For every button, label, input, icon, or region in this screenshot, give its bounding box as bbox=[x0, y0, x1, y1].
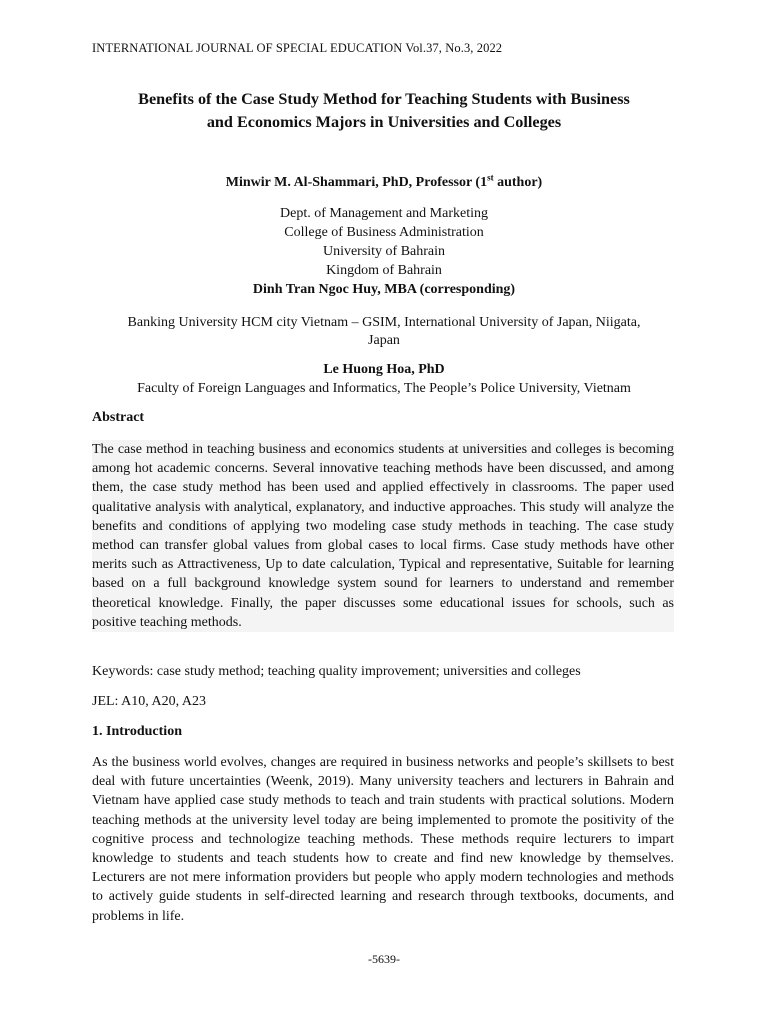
paper-title bbox=[60, 88, 708, 134]
author-1-department: Dept. of Management and Marketing bbox=[280, 206, 488, 221]
running-header: INTERNATIONAL JOURNAL OF SPECIAL EDUCATION Vol.37, No.3, 2022 bbox=[92, 41, 503, 55]
abstract-text: The case method in teaching business and economics students at universities and colleges is becoming among hot academic concerns. Several innovative teaching methods have been discussed, and among them, the case study method has been used and applied effectively in classrooms. The paper used qualitative analysis with analytical, explanatory, and inductive approaches. This study will analyze the benefits and conditions of applying two modeling case study methods in teaching. The case study method can transfer global values from global cases to local firms. Case study methods have other merits such as Attractiveness, Up to date calculation, Typical and representative, Suitable for learning based on a full background knowledge system sound for learners to understand and remember theoretical knowledge. Finally, the paper discusses some educational issues for schools, such as positive teaching methods. bbox=[92, 440, 674, 632]
jel-codes: JEL: A10, A20, A23 bbox=[92, 694, 206, 709]
author-3-affiliation: Faculty of Foreign Languages and Informatics, The People’s Police University, Vietnam bbox=[137, 381, 631, 396]
author-1-name: Minwir M. Al-Shammari, PhD, Professor (1st author) bbox=[225, 172, 543, 190]
paper-title-line-2: and Economics Majors in Universities and Colleges bbox=[206, 113, 562, 131]
abstract-heading: Abstract bbox=[92, 410, 145, 425]
paper-title-line-1: Benefits of the Case Study Method for Teaching Students with Business bbox=[138, 90, 630, 108]
page-number: -5639- bbox=[368, 952, 400, 966]
introduction-text: As the business world evolves, changes are required in business networks and people’s skillsets to best deal with future uncertainties (Weenk, 2019). Many university teachers and lecturers in Bahrain and Vietnam have applied case study methods to teach and train students with practical solutions. Modern teaching methods at the university level today are being implemented to promote the positivity of the cognitive process and technologize teaching methods. These methods require lecturers to impart knowledge to students and teach students how to create and find new knowledge by themselves. Lecturers are not mere information providers but people who apply modern technologies and methods to actively guide students in self-directed learning and research through textbooks, documents, and problems in life. bbox=[92, 755, 674, 924]
author-2-affiliation-line-2: Japan bbox=[368, 333, 400, 348]
author-2-affiliation-line-1: Banking University HCM city Vietnam – GSIM, International University of Japan, Niigata, bbox=[127, 315, 641, 330]
author-1-country: Kingdom of Bahrain bbox=[326, 263, 442, 278]
author-1-college: College of Business Administration bbox=[284, 225, 484, 240]
author-1-university: University of Bahrain bbox=[322, 244, 446, 259]
author-2-name: Dinh Tran Ngoc Huy, MBA (corresponding) bbox=[252, 282, 516, 297]
keywords: Keywords: case study method; teaching quality improvement; universities and colleges bbox=[92, 664, 581, 679]
introduction-heading: 1. Introduction bbox=[92, 724, 182, 739]
author-3-name: Le Huong Hoa, PhD bbox=[323, 362, 445, 377]
